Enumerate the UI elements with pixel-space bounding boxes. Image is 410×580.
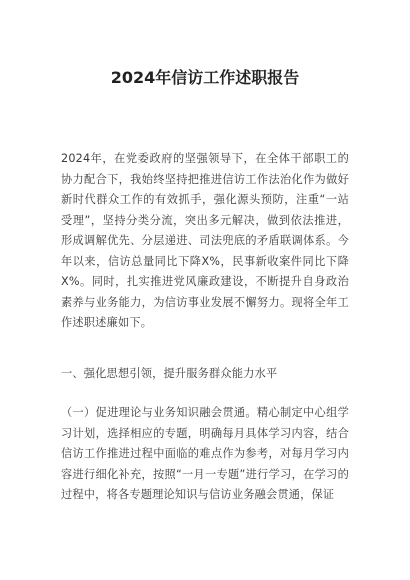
document-title: 2024年信访工作述职报告 — [110, 68, 300, 87]
body-paragraph: （一）促进理论与业务知识融会贯通。精心制定中心组学习计划，选择相应的专题，明确每月具体学习内容，结合信访工作推进过程中面临的难点作为参考，对每月学习内容进行细化补充，按照“一月一专题”进行学习，在学习的过程中，将各专题理论知识与信访业务融会贯通，保证 — [61, 406, 349, 501]
section-heading: 一、强化思想引领，提升服务群众能力水平 — [61, 367, 278, 380]
intro-paragraph: 2024年，在党委政府的坚强领导下，在全体干部职工的协力配合下，我始终坚持把推进信访工作法治化作为做好新时代群众工作的有效抓手，强化源头预防，注重“一站受理”，坚持分类分流，突出多元解决，做到依法推进，形成调解优先、分层递进、司法兜底的矛盾联调体系。今年以来，信访总量同比下降X%，民事新收案件同比下降X%。同时，扎实推进党风廉政建设，不断提升自身政治素养与业务能力，为信访事业发展不懈努力。现将全年工作述职述廉如下。 — [61, 152, 349, 329]
